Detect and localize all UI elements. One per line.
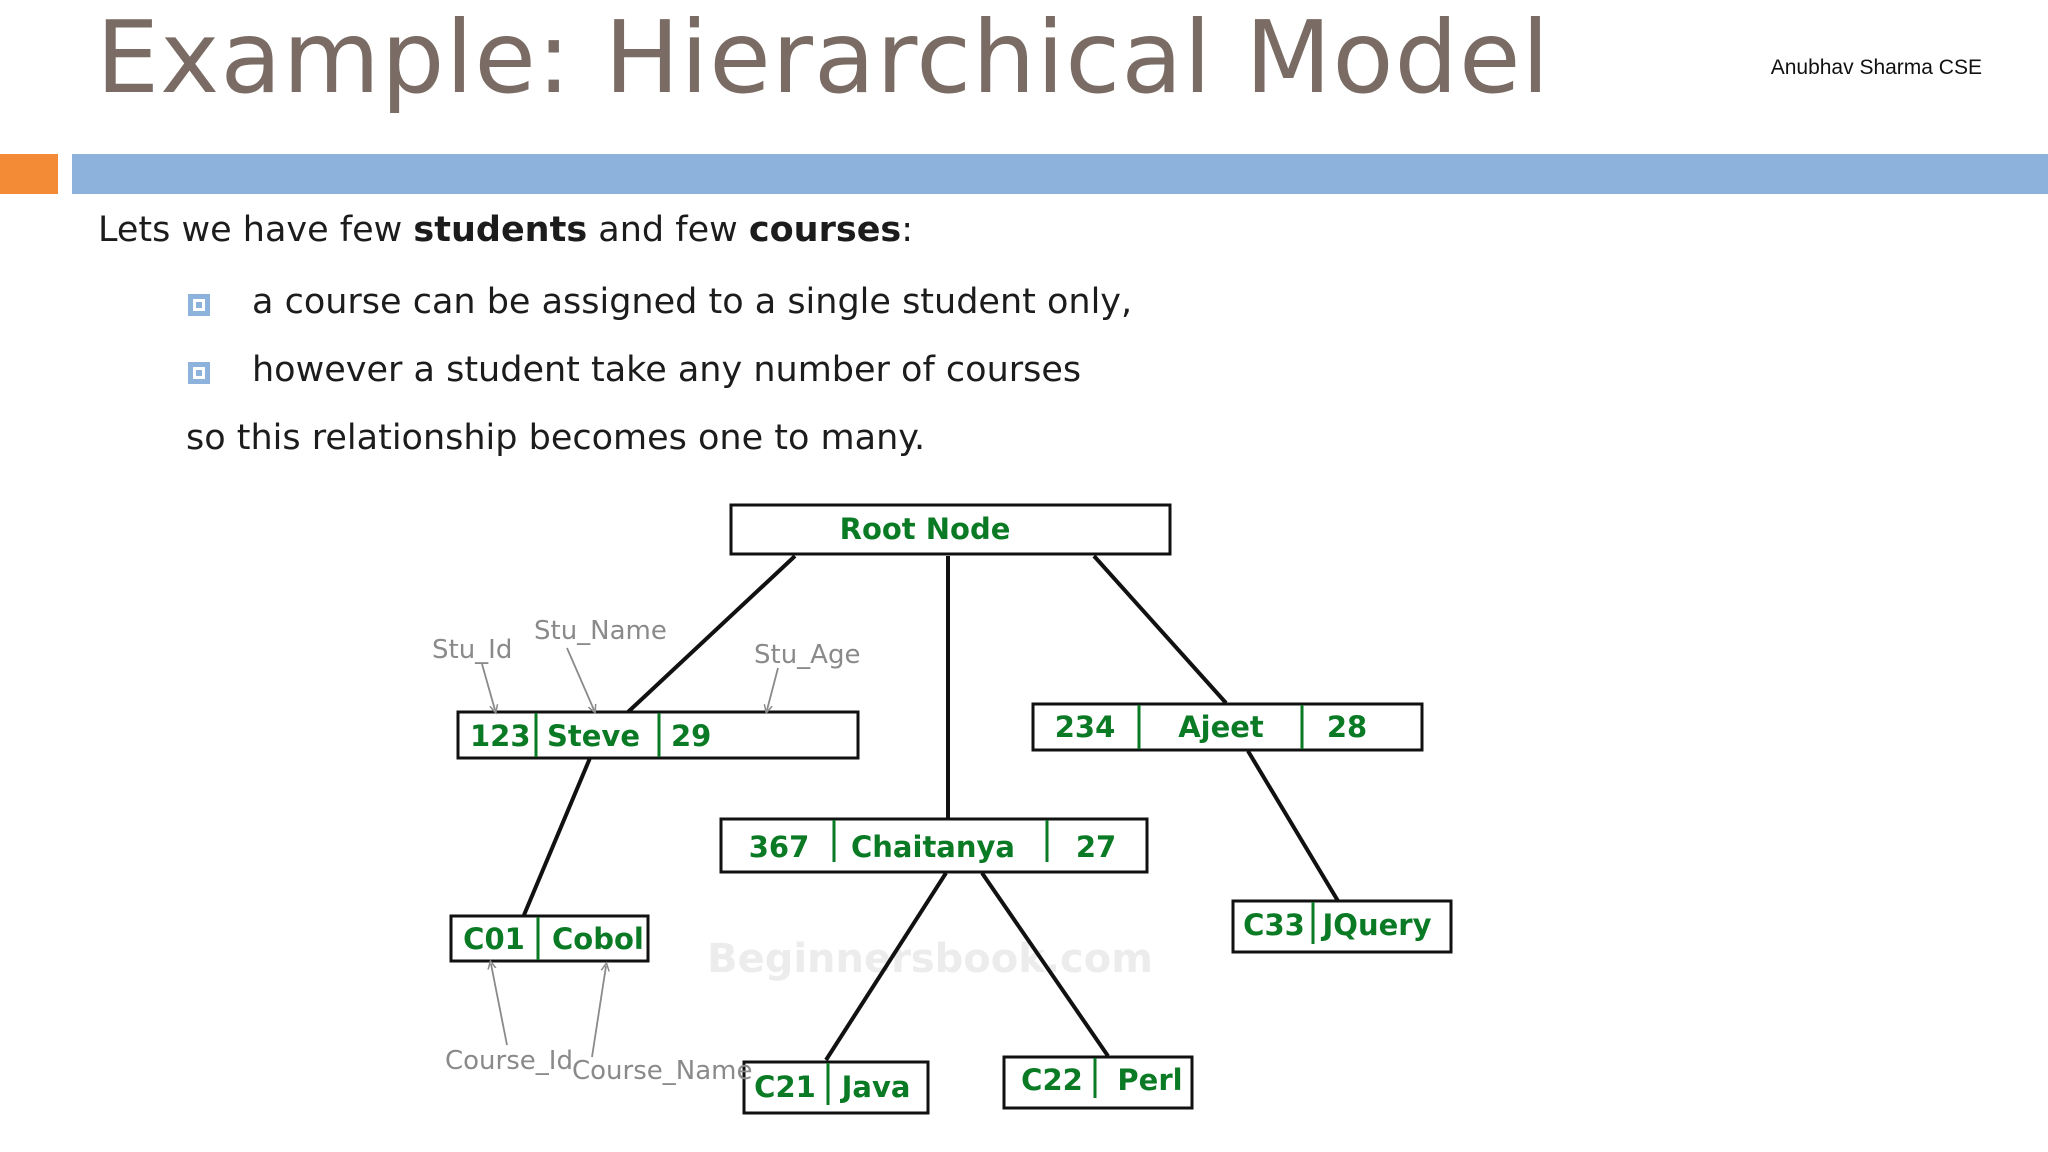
course-node-c22 xyxy=(1004,1057,1192,1108)
course-node-c21 xyxy=(744,1062,928,1113)
bullet-item-1: a course can be assigned to a single student only, xyxy=(252,282,1133,322)
arrow-course-name xyxy=(592,966,606,1057)
student-name: Steve xyxy=(547,719,640,753)
student-name: Chaitanya xyxy=(851,830,1015,864)
student-age: 28 xyxy=(1326,710,1368,744)
intro-start: Lets we have few xyxy=(98,210,414,250)
student-node-chaitanya xyxy=(721,819,1147,872)
intro-end: : xyxy=(901,210,914,250)
course-id: C22 xyxy=(1021,1063,1083,1097)
author-label: Anubhav Sharma CSE xyxy=(1770,56,1982,79)
annotation-stu-age: Stu_Age xyxy=(754,640,861,670)
course-id: C21 xyxy=(754,1070,816,1104)
student-node-ajeet xyxy=(1033,704,1422,750)
edge-ajeet-jquery xyxy=(1248,751,1338,901)
student-name: Ajeet xyxy=(1178,710,1264,744)
student-id: 234 xyxy=(1054,710,1116,744)
annotation-course-id: Course_Id xyxy=(445,1046,573,1076)
arrow-stu-id xyxy=(482,664,495,710)
intro-middle: and few xyxy=(587,210,749,250)
course-id: C33 xyxy=(1243,908,1305,942)
course-node-c33 xyxy=(1233,901,1451,952)
bullet-item-2: however a student take any number of courses xyxy=(252,350,1082,390)
intro-students: students xyxy=(413,210,588,250)
annotation-stu-id: Stu_Id xyxy=(432,635,513,665)
course-node-c01 xyxy=(451,916,648,961)
annotation-course-name: Course_Name xyxy=(572,1056,753,1086)
arrow-stu-age xyxy=(767,668,778,710)
course-id: C01 xyxy=(463,922,525,956)
course-name: Java xyxy=(841,1070,911,1104)
intro-courses: courses xyxy=(748,210,902,250)
edge-steve-cobol xyxy=(524,758,590,915)
course-name: Cobol xyxy=(552,922,644,956)
annotation-stu-name: Stu_Name xyxy=(534,616,667,646)
slide-title: Example: Hierarchical Model xyxy=(96,0,1551,116)
student-id: 367 xyxy=(748,830,810,864)
root-node xyxy=(731,505,1170,554)
arrow-course-id xyxy=(491,964,507,1045)
conclusion-text: so this relationship becomes one to many. xyxy=(186,418,926,458)
student-id: 123 xyxy=(470,719,531,753)
course-name: Perl xyxy=(1117,1063,1183,1097)
root-node-label: Root Node xyxy=(839,512,1011,546)
watermark-text: Beginnersbook.com xyxy=(707,936,1153,982)
arrow-stu-name xyxy=(567,648,594,710)
course-name: JQuery xyxy=(1322,908,1432,942)
student-node-steve xyxy=(458,712,858,758)
student-age: 27 xyxy=(1075,830,1117,864)
edge-root-ajeet xyxy=(1094,556,1226,703)
student-age: 29 xyxy=(671,719,712,753)
